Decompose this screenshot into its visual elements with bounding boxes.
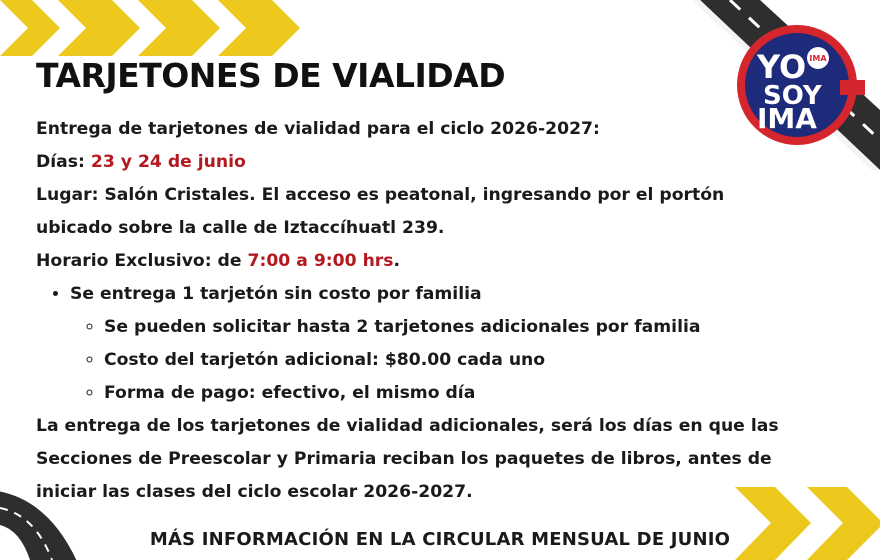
list-item: ◦ Costo del tarjetón adicional: $80.00 cada uno [104,344,836,377]
list-item [70,278,836,410]
intro-line: Entrega de tarjetones de vialidad para el ciclo 2026-2027: [36,119,600,139]
horario-label: Horario Exclusivo: de [36,251,248,271]
logo-text-soy: SOY [763,81,822,111]
horario-line [36,245,836,278]
dias-value: 23 y 24 de junio [90,152,246,172]
lugar-line-1: Lugar: Salón Cristales. El acceso es peatonal, ingresando por el portón [36,185,725,205]
logo-text-ima: IMA [757,102,817,135]
horario-value: 7:00 a 9:00 hrs [247,251,394,271]
dias-line [36,146,836,179]
list-item: ◦ Se pueden solicitar hasta 2 tarjetones adicionales por familia [104,311,836,344]
footer-text: MÁS INFORMACIÓN EN LA CIRCULAR MENSUAL DE JUNIO [149,529,731,550]
footer-more-info [0,529,880,550]
closing-line-3: iniciar las clases del ciclo escolar 2026-2027. [36,482,473,502]
chevron-arrows-decoration-top [0,0,330,58]
lugar-line-2: ubicado sobre la calle de Iztaccíhuatl 239. [36,218,445,238]
page-title: TARJETONES DE VIALIDAD [36,56,506,95]
sub-bullet-list [70,311,836,410]
dias-label: Días: [36,152,85,172]
closing-line-2: Secciones de Preescolar y Primaria reciban los paquetes de libros, antes de [36,449,772,469]
logo-text-yo: YO [757,48,807,86]
bullet-main-text: Se entrega 1 tarjetón sin costo por familia [70,284,482,304]
list-item: ◦ Forma de pago: efectivo, el mismo día [104,377,836,410]
announcement-body [36,113,836,509]
logo-badge-text: IMA [809,54,827,63]
bullet-list [36,278,836,410]
horario-end: . [393,251,401,271]
closing-line-1: La entrega de los tarjetones de vialidad adicionales, será los días en que las [36,416,779,436]
